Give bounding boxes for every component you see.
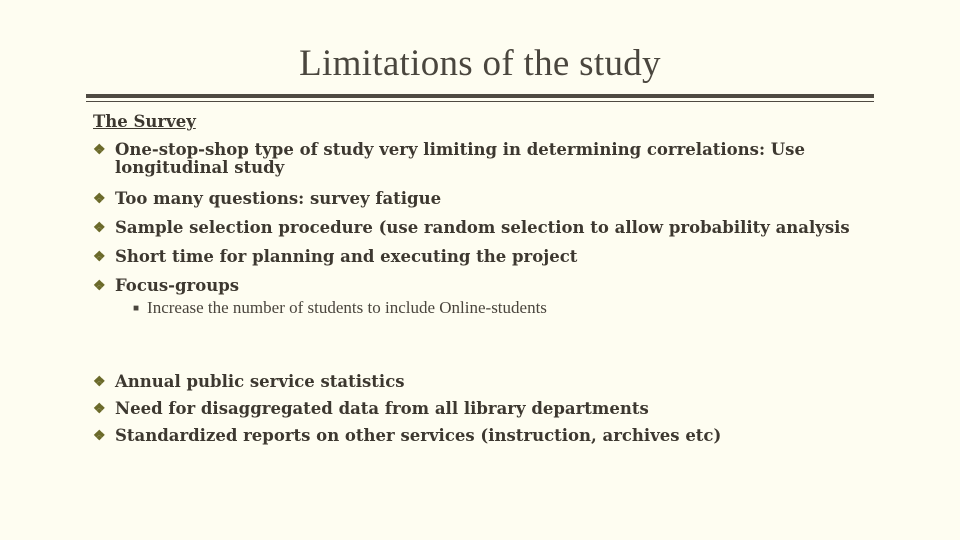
list-item-text: Sample selection procedure (use random selection to allow probability analysis [115,218,850,237]
list-item [93,219,875,237]
list-item-text: Too many questions: survey fatigue [115,189,442,208]
diamond-bullet-icon: ❖ [93,249,106,265]
diamond-bullet-icon: ❖ [93,278,106,294]
title-rule-thin [86,101,874,102]
diamond-bullet-icon: ❖ [93,220,106,236]
list-item-text: Short time for planning and executing the project [115,247,578,266]
list-item [93,141,835,177]
slide-title: Limitations of the study [299,43,661,84]
sub-list-item-text: Increase the number of students to include Online-students [147,298,547,317]
diamond-bullet-icon: ❖ [93,142,106,158]
title-rule-thick [86,94,874,98]
list-item [93,248,835,266]
list-item [93,427,835,445]
list-item [93,190,835,208]
list-item [93,400,835,418]
list-item [93,373,835,391]
sub-list-item [133,298,547,318]
list-item-text: Focus-groups [115,276,240,295]
list-item-text: Need for disaggregated data from all library departments [115,399,649,418]
list-item-text: One-stop-shop type of study very limiting in determining correlations: Use longitudinal study [115,140,805,177]
list-item [93,277,835,295]
diamond-bullet-icon: ❖ [93,401,106,417]
list-item-text: Annual public service statistics [115,372,405,391]
square-bullet-icon: ■ [133,303,140,314]
diamond-bullet-icon: ❖ [93,428,106,444]
diamond-bullet-icon: ❖ [93,374,106,390]
survey-heading: The Survey [93,112,196,131]
diamond-bullet-icon: ❖ [93,191,106,207]
list-item-text: Standardized reports on other services (instruction, archives etc) [115,426,722,445]
